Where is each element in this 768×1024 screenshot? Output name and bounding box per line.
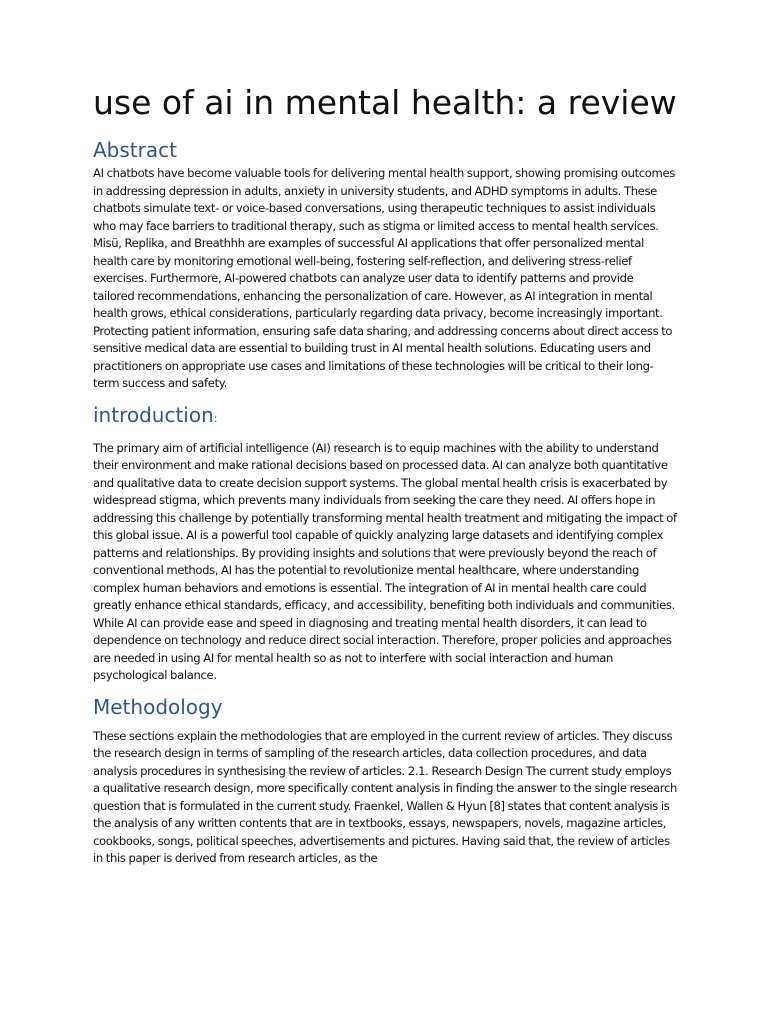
document-page	[93, 84, 677, 868]
introduction-heading	[93, 403, 677, 431]
abstract-body: AI chatbots have become valuable tools for delivering mental health support, showing promising outcomes in addressing depression in adults, anxiety in university students, and ADHD symptoms in adults. These chatbots simulate text- or voice-based conversations, using therapeutic techniques to assist individuals who may face barriers to traditional therapy, such as stigma or limited access to mental health services. Misü, Replika, and Breathhh are examples of successful AI applications that offer personalized mental health care by monitoring emotional well-being, fostering self-reflection, and delivering stress-relief exercises. Furthermore, AI-powered chatbots can analyze user data to identify patterns and provide tailored recommendations, enhancing the personalization of care. However, as AI integration in mental health grows, ethical considerations, particularly regarding data privacy, become increasingly important. Protecting patient information, ensuring safe data sharing, and addressing concerns about direct access to sensitive medical data are essential to building trust in AI mental health solutions. Educating users and practitioners on appropriate use cases and limitations of these technologies will be critical to their long-term success and safety.	[93, 166, 675, 390]
introduction-body: The primary aim of artificial intelligence (AI) research is to equip machines with the ability to understand their environment and make rational decisions based on processed data. AI can analyze both quantitative and qualitative data to create decision support systems. The global mental health crisis is exacerbated by widespread stigma, which prevents many individuals from seeking the care they need. AI offers hope in addressing this challenge by potentially transforming mental health treatment and mitigating the impact of this global issue. AI is a powerful tool capable of quickly analyzing large datasets and identifying complex patterns and relationships. By providing insights and solutions that were previously beyond the reach of conventional methods, AI has the potential to revolutionize mental healthcare, where understanding complex human behaviors and emotions is essential. The integration of AI in mental health care could greatly enhance ethical standards, efficacy, and accessibility, benefiting both individuals and communities. While AI can provide ease and speed in diagnosing and treating mental health disorders, it can lead to dependence on technology and reduce direct social interaction. Therefore, proper policies and approaches are needed in using AI for mental health so as not to interfere with social interaction and human psychological balance.	[93, 440, 677, 682]
abstract-heading	[93, 138, 677, 162]
methodology-heading	[93, 695, 677, 719]
introduction-heading-colon: :	[213, 411, 218, 425]
document-title: use of ai in mental health: a review	[93, 83, 677, 122]
abstract-heading-text: Abstract	[93, 138, 177, 162]
introduction-heading-text: introduction	[93, 402, 214, 427]
methodology-body: These sections explain the methodologies that are employed in the current review of articles. They discuss the research design in terms of sampling of the research articles, data collection procedures, and data analysis procedures in synthesising the review of articles. 2.1. Research Design The current study employs a qualitative research design, more specifically content analysis in finding the answer to the single research question that is formulated in the current study. Fraenkel, Wallen & Hyun [8] states that content analysis is the analysis of any written contents that are in textbooks, essays, newspapers, novels, magazine articles, cookbooks, songs, political speeches, advertisements and pictures. Having said that, the review of articles in this paper is derived from research articles, as the	[93, 728, 677, 865]
methodology-heading-text: Methodology	[93, 694, 223, 719]
